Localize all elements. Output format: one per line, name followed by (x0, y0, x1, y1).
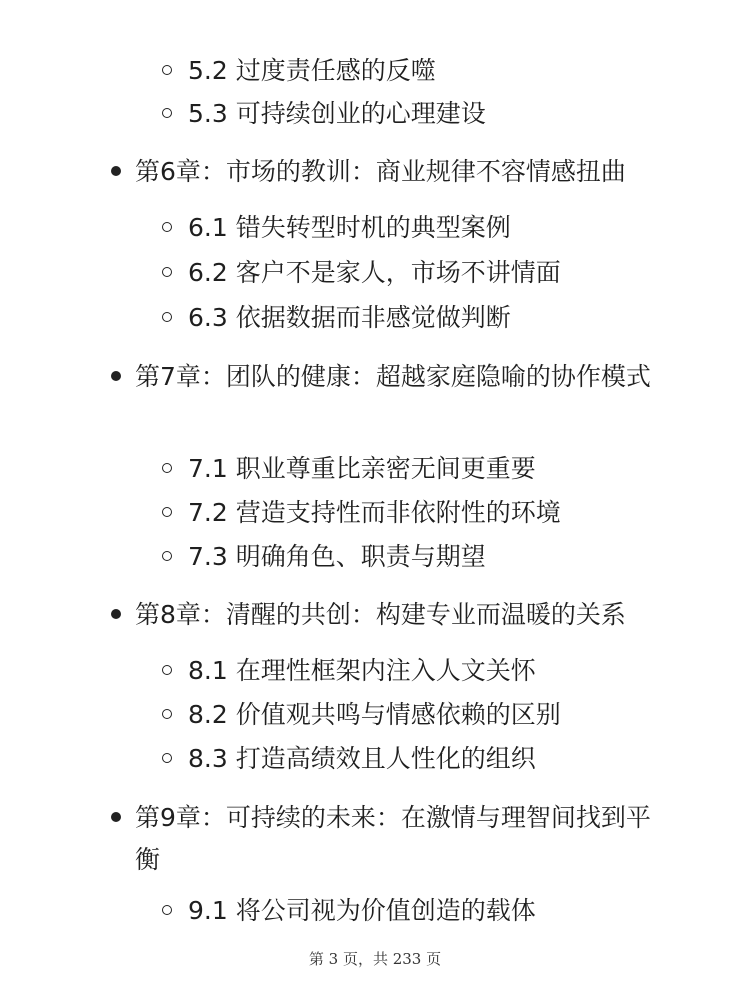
section-title: 5.2 过度责任感的反噬 (188, 56, 436, 85)
hollow-bullet-icon (162, 65, 172, 75)
section-title: 5.3 可持续创业的心理建设 (188, 99, 486, 128)
chapter-title: 第8章：清醒的共创：构建专业而温暖的关系 (135, 600, 626, 629)
chapter-title: 第6章：市场的教训：商业规律不容情感扭曲 (135, 157, 626, 186)
chapter-title: 第9章：可持续的未来：在激情与理智间找到平衡 (135, 803, 651, 874)
hollow-bullet-icon (162, 507, 172, 517)
section-title: 7.1 职业尊重比亲密无间更重要 (188, 454, 536, 483)
hollow-bullet-icon (162, 108, 172, 118)
section-title: 7.3 明确角色、职责与期望 (188, 542, 486, 571)
section-title: 8.3 打造高绩效且人性化的组织 (188, 744, 536, 773)
hollow-bullet-icon (162, 312, 172, 322)
hollow-bullet-icon (162, 665, 172, 675)
hollow-bullet-icon (162, 753, 172, 763)
filled-bullet-icon (111, 609, 121, 619)
filled-bullet-icon (111, 371, 121, 381)
section-title: 6.3 依据数据而非感觉做判断 (188, 303, 511, 332)
section-title: 9.1 将公司视为价值创造的载体 (188, 896, 536, 925)
hollow-bullet-icon (162, 709, 172, 719)
section-title: 8.2 价值观共鸣与情感依赖的区别 (188, 700, 561, 729)
hollow-bullet-icon (162, 222, 172, 232)
filled-bullet-icon (111, 166, 121, 176)
page-number-footer: 第 3 页，共 233 页 (308, 950, 442, 968)
hollow-bullet-icon (162, 267, 172, 277)
hollow-bullet-icon (162, 551, 172, 561)
hollow-bullet-icon (162, 463, 172, 473)
filled-bullet-icon (111, 812, 121, 822)
section-title: 6.2 客户不是家人，市场不讲情面 (188, 258, 561, 287)
section-title: 8.1 在理性框架内注入人文关怀 (188, 656, 536, 685)
hollow-bullet-icon (162, 905, 172, 915)
section-title: 7.2 营造支持性而非依附性的环境 (188, 498, 561, 527)
chapter-title: 第7章：团队的健康：超越家庭隐喻的协作模式 (135, 362, 651, 391)
section-title: 6.1 错失转型时机的典型案例 (188, 213, 511, 242)
